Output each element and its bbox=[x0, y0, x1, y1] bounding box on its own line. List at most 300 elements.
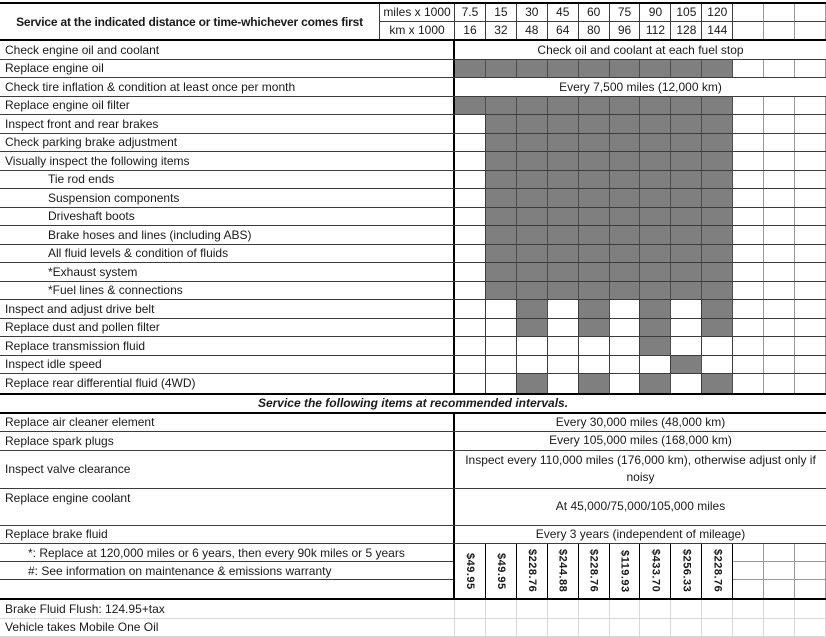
footer-grid-cell bbox=[764, 600, 795, 618]
interval-cell-empty bbox=[455, 152, 486, 170]
empty-extra-cell bbox=[795, 319, 826, 337]
footer-grid-cell bbox=[610, 619, 641, 637]
service-label: Check tire inflation & condition at least once per month bbox=[0, 78, 455, 96]
interval-cell-filled bbox=[517, 319, 548, 337]
interval-cell-empty bbox=[455, 226, 486, 244]
interval-cell-empty bbox=[640, 356, 671, 374]
interval-cell-filled bbox=[517, 60, 548, 78]
empty-header-cell bbox=[733, 22, 764, 40]
empty-extra-cell bbox=[733, 356, 764, 374]
empty-extra-cell bbox=[764, 263, 795, 281]
service-label: Check engine oil and coolant bbox=[0, 41, 455, 59]
km-value: 48 bbox=[517, 22, 548, 40]
empty-extra-cell bbox=[764, 300, 795, 318]
interval-cell-filled bbox=[640, 282, 671, 300]
interval-cell-filled bbox=[579, 189, 610, 207]
interval-cell-filled bbox=[671, 189, 702, 207]
interval-cells bbox=[455, 337, 826, 355]
interval-cell-filled bbox=[640, 226, 671, 244]
interval-cell-filled bbox=[610, 189, 641, 207]
empty-header-cell bbox=[764, 22, 795, 40]
interval-cell-filled bbox=[671, 97, 702, 115]
service-label: *Fuel lines & connections bbox=[0, 282, 455, 300]
empty-extra-cell bbox=[795, 245, 826, 263]
interval-cell-filled bbox=[517, 245, 548, 263]
interval-cell-filled bbox=[610, 97, 641, 115]
empty-cell bbox=[733, 544, 764, 562]
interval-cell-filled bbox=[610, 134, 641, 152]
interval-cell-filled bbox=[548, 152, 579, 170]
service-row bbox=[0, 263, 826, 282]
service-row bbox=[0, 374, 826, 393]
empty-cell bbox=[795, 562, 826, 580]
interval-cells bbox=[455, 282, 826, 300]
footer-grid-cell bbox=[640, 619, 671, 637]
km-value: 112 bbox=[640, 22, 671, 40]
empty-extra-cell bbox=[795, 60, 826, 78]
interval-cell-filled bbox=[640, 115, 671, 133]
interval-cell-empty bbox=[455, 356, 486, 374]
interval-cells bbox=[455, 356, 826, 374]
interval-cell-filled bbox=[548, 263, 579, 281]
interval-cell-filled bbox=[640, 189, 671, 207]
interval-cell-filled bbox=[702, 226, 733, 244]
interval-cells bbox=[455, 97, 826, 115]
mileage-value: 15 bbox=[486, 4, 517, 22]
interval-cell-filled bbox=[579, 134, 610, 152]
empty-cell bbox=[733, 562, 764, 580]
interval-cell-empty bbox=[548, 300, 579, 318]
mileage-value: 7.5 bbox=[455, 4, 486, 22]
interval-cell-filled bbox=[671, 263, 702, 281]
interval-row bbox=[0, 526, 826, 545]
empty-extra-cell bbox=[733, 134, 764, 152]
interval-cell-filled bbox=[640, 60, 671, 78]
interval-cell-filled bbox=[486, 189, 517, 207]
interval-cell-filled bbox=[610, 263, 641, 281]
interval-cell-filled bbox=[548, 134, 579, 152]
interval-cell-filled bbox=[671, 208, 702, 226]
interval-cell-empty bbox=[455, 245, 486, 263]
interval-cell-filled bbox=[640, 374, 671, 393]
interval-cell-empty bbox=[486, 374, 517, 393]
interval-cell-filled bbox=[486, 152, 517, 170]
interval-cell-filled bbox=[579, 245, 610, 263]
interval-cell-empty bbox=[702, 337, 733, 355]
price-cell bbox=[548, 544, 579, 598]
interval-cell-filled bbox=[486, 245, 517, 263]
empty-extra-cell bbox=[795, 97, 826, 115]
price-value: $433.70 bbox=[649, 549, 662, 593]
empty-extra-cell bbox=[733, 152, 764, 170]
empty-extra-cell bbox=[795, 189, 826, 207]
service-label: Brake hoses and lines (including ABS) bbox=[0, 226, 455, 244]
empty-extra-cell bbox=[795, 282, 826, 300]
empty-extra-cell bbox=[733, 319, 764, 337]
interval-cell-empty bbox=[455, 282, 486, 300]
interval-cell-filled bbox=[671, 245, 702, 263]
interval-label: Inspect valve clearance bbox=[0, 451, 455, 488]
interval-cell-filled bbox=[486, 263, 517, 281]
km-value: 64 bbox=[548, 22, 579, 40]
interval-cell-filled bbox=[455, 97, 486, 115]
empty-extra-cell bbox=[795, 115, 826, 133]
empty-extra-cell bbox=[733, 337, 764, 355]
interval-cells bbox=[455, 208, 826, 226]
interval-cell-filled bbox=[548, 208, 579, 226]
table-title: Service at the indicated distance or time-whichever comes first bbox=[0, 4, 380, 39]
km-value: 32 bbox=[486, 22, 517, 40]
interval-cell-empty bbox=[455, 374, 486, 393]
service-label: Tie rod ends bbox=[0, 171, 455, 189]
interval-label: Replace engine coolant bbox=[0, 489, 455, 525]
interval-value: Inspect every 110,000 miles (176,000 km), otherwise adjust only if noisy bbox=[465, 453, 816, 484]
interval-cell-filled bbox=[579, 300, 610, 318]
interval-label: Replace brake fluid bbox=[0, 526, 455, 544]
interval-cell-filled bbox=[671, 356, 702, 374]
price-cell bbox=[517, 544, 548, 598]
empty-extra-cell bbox=[795, 226, 826, 244]
empty-extra-cell bbox=[764, 134, 795, 152]
service-row bbox=[0, 226, 826, 245]
empty-extra-cell bbox=[764, 226, 795, 244]
service-row bbox=[0, 189, 826, 208]
footnote-block bbox=[0, 544, 826, 600]
interval-cell-empty bbox=[610, 374, 641, 393]
footer-row bbox=[0, 619, 826, 637]
price-cell bbox=[671, 544, 702, 598]
service-label: Visually inspect the following items bbox=[0, 152, 455, 170]
mileage-value: 45 bbox=[548, 4, 579, 22]
footer-grid-cell bbox=[486, 619, 517, 637]
service-label: Driveshaft boots bbox=[0, 208, 455, 226]
service-row bbox=[0, 60, 826, 79]
interval-cell-filled bbox=[517, 208, 548, 226]
empty-cell bbox=[733, 580, 764, 598]
footer-grid-cell bbox=[548, 619, 579, 637]
interval-cell-filled bbox=[548, 97, 579, 115]
price-value: $228.76 bbox=[525, 549, 538, 593]
service-row bbox=[0, 97, 826, 116]
interval-cells bbox=[455, 152, 826, 170]
interval-cell-filled bbox=[486, 134, 517, 152]
interval-cells bbox=[455, 189, 826, 207]
interval-cell-filled bbox=[579, 152, 610, 170]
empty-extra-cell bbox=[733, 245, 764, 263]
interval-cell-filled bbox=[671, 226, 702, 244]
interval-cells bbox=[455, 319, 826, 337]
km-header-row bbox=[455, 22, 826, 40]
interval-cell-empty bbox=[455, 134, 486, 152]
footer-grid-cell bbox=[733, 619, 764, 637]
empty-extra-cell bbox=[795, 134, 826, 152]
interval-cell-filled bbox=[640, 300, 671, 318]
interval-cell-filled bbox=[548, 60, 579, 78]
interval-cells bbox=[455, 263, 826, 281]
footer-grid-cell bbox=[548, 600, 579, 618]
interval-cell-empty bbox=[455, 171, 486, 189]
interval-cell-empty bbox=[610, 356, 641, 374]
footnote-line: #: See information on maintenance & emissions warranty bbox=[0, 562, 453, 580]
empty-cell bbox=[764, 562, 795, 580]
empty-cell bbox=[795, 580, 826, 598]
interval-value: Every 30,000 miles (48,000 km) bbox=[555, 414, 726, 429]
interval-cell-filled bbox=[579, 97, 610, 115]
service-label: Replace dust and pollen filter bbox=[0, 319, 455, 337]
footer-cells bbox=[455, 619, 826, 637]
empty-header-cell bbox=[795, 4, 826, 22]
footer-grid-cell bbox=[455, 600, 486, 618]
service-row bbox=[0, 300, 826, 319]
interval-cell-filled bbox=[702, 319, 733, 337]
mileage-value: 75 bbox=[610, 4, 641, 22]
service-row bbox=[0, 115, 826, 134]
empty-extra-cell bbox=[733, 374, 764, 393]
empty-extra-cell bbox=[764, 208, 795, 226]
service-label: Replace rear differential fluid (4WD) bbox=[0, 374, 455, 393]
interval-cell-filled bbox=[579, 208, 610, 226]
interval-cell-empty bbox=[548, 319, 579, 337]
interval-cell-filled bbox=[486, 282, 517, 300]
empty-extra-cell bbox=[795, 300, 826, 318]
interval-cell-filled bbox=[702, 115, 733, 133]
interval-cell-filled bbox=[702, 208, 733, 226]
empty-extra-cell bbox=[795, 263, 826, 281]
price-cell bbox=[610, 544, 641, 598]
footer-grid-cell bbox=[517, 600, 548, 618]
interval-cell-filled bbox=[671, 60, 702, 78]
service-row bbox=[0, 171, 826, 190]
price-cell bbox=[702, 544, 733, 598]
interval-cell-filled bbox=[702, 97, 733, 115]
service-label: Replace engine oil filter bbox=[0, 97, 455, 115]
interval-cell-filled bbox=[548, 115, 579, 133]
section-header: Service the following items at recommended intervals. bbox=[0, 393, 826, 414]
interval-cell-filled bbox=[702, 171, 733, 189]
interval-cell-filled bbox=[671, 134, 702, 152]
interval-cell-filled bbox=[640, 208, 671, 226]
interval-cell-empty bbox=[455, 300, 486, 318]
footer-grid-cell bbox=[579, 619, 610, 637]
km-value: 128 bbox=[671, 22, 702, 40]
interval-cell-filled bbox=[702, 263, 733, 281]
empty-extra-cell bbox=[733, 97, 764, 115]
interval-cell-filled bbox=[579, 319, 610, 337]
interval-cell-filled bbox=[610, 245, 641, 263]
footer-grid-cell bbox=[610, 600, 641, 618]
price-cell bbox=[455, 544, 486, 598]
empty-extra-cell bbox=[764, 282, 795, 300]
footer-grid-cell bbox=[702, 600, 733, 618]
km-value: 144 bbox=[702, 22, 733, 40]
interval-cells bbox=[455, 115, 826, 133]
footer-grid-cell bbox=[671, 600, 702, 618]
empty-extra-cell bbox=[764, 97, 795, 115]
schedule-rows bbox=[0, 41, 826, 393]
service-label: Suspension components bbox=[0, 189, 455, 207]
service-row bbox=[0, 41, 826, 60]
interval-cell-filled bbox=[702, 152, 733, 170]
interval-cell-filled bbox=[671, 171, 702, 189]
interval-cell-filled bbox=[702, 60, 733, 78]
interval-cell-filled bbox=[702, 189, 733, 207]
interval-row bbox=[0, 414, 826, 433]
interval-cell-empty bbox=[671, 300, 702, 318]
interval-cell-filled bbox=[579, 60, 610, 78]
interval-cell-empty bbox=[579, 356, 610, 374]
empty-price-column bbox=[733, 544, 764, 598]
empty-cell bbox=[764, 544, 795, 562]
mileage-header-row bbox=[455, 4, 826, 22]
interval-cell-filled bbox=[579, 282, 610, 300]
empty-extra-cell bbox=[764, 319, 795, 337]
interval-cell-filled bbox=[640, 337, 671, 355]
interval-cell-filled bbox=[671, 115, 702, 133]
service-label: Inspect idle speed bbox=[0, 356, 455, 374]
empty-extra-cell bbox=[795, 337, 826, 355]
interval-cells bbox=[455, 300, 826, 318]
interval-cell-filled bbox=[671, 152, 702, 170]
price-value: $49.95 bbox=[463, 552, 476, 590]
interval-cell-empty bbox=[486, 337, 517, 355]
interval-cell-filled bbox=[517, 300, 548, 318]
interval-cells bbox=[455, 226, 826, 244]
interval-cell-empty bbox=[610, 319, 641, 337]
service-row bbox=[0, 337, 826, 356]
km-value: 80 bbox=[579, 22, 610, 40]
empty-extra-cell bbox=[733, 300, 764, 318]
empty-header-cell bbox=[733, 4, 764, 22]
interval-cell-filled bbox=[702, 245, 733, 263]
interval-cell-empty bbox=[671, 337, 702, 355]
interval-cells bbox=[455, 134, 826, 152]
interval-label: Replace spark plugs bbox=[0, 432, 455, 450]
interval-cell-filled bbox=[610, 226, 641, 244]
service-note: Every 7,500 miles (12,000 km) bbox=[559, 79, 722, 94]
interval-row bbox=[0, 451, 826, 489]
interval-cell-filled bbox=[702, 374, 733, 393]
footer-grid-cell bbox=[733, 600, 764, 618]
service-row bbox=[0, 282, 826, 301]
interval-cell-empty bbox=[548, 337, 579, 355]
price-cell bbox=[486, 544, 517, 598]
interval-value: At 45,000/75,000/105,000 miles bbox=[555, 499, 726, 513]
interval-cell-empty bbox=[579, 337, 610, 355]
service-label: All fluid levels & condition of fluids bbox=[0, 245, 455, 263]
interval-cell-empty bbox=[610, 337, 641, 355]
footnote-line: *: Replace at 120,000 miles or 6 years, then every 90k miles or 5 years bbox=[0, 544, 453, 562]
service-row bbox=[0, 152, 826, 171]
empty-extra-cell bbox=[764, 60, 795, 78]
empty-price-column bbox=[795, 544, 826, 598]
service-row bbox=[0, 245, 826, 264]
empty-cell bbox=[795, 544, 826, 562]
footer-cells bbox=[455, 600, 826, 618]
footer-grid-cell bbox=[517, 619, 548, 637]
interval-value: Every 105,000 miles (168,000 km) bbox=[549, 433, 732, 448]
interval-cell-empty bbox=[702, 356, 733, 374]
interval-cell-empty bbox=[517, 337, 548, 355]
empty-extra-cell bbox=[764, 356, 795, 374]
price-cell bbox=[579, 544, 610, 598]
interval-cell-empty bbox=[455, 263, 486, 281]
price-value: $256.33 bbox=[680, 549, 693, 593]
interval-cell-empty bbox=[455, 115, 486, 133]
interval-cell-filled bbox=[579, 115, 610, 133]
interval-cell-filled bbox=[548, 245, 579, 263]
interval-cell-filled bbox=[486, 60, 517, 78]
service-label: Inspect and adjust drive belt bbox=[0, 300, 455, 318]
interval-cell-filled bbox=[517, 134, 548, 152]
price-cell bbox=[640, 544, 671, 598]
interval-cell-filled bbox=[517, 263, 548, 281]
footer-grid-cell bbox=[764, 619, 795, 637]
empty-cell bbox=[764, 580, 795, 598]
interval-cell-filled bbox=[610, 171, 641, 189]
interval-cell-filled bbox=[640, 97, 671, 115]
footer-row bbox=[0, 600, 826, 619]
service-note: Check oil and coolant at each fuel stop bbox=[537, 42, 744, 57]
price-value: $228.76 bbox=[587, 549, 600, 593]
interval-cell-filled bbox=[640, 152, 671, 170]
interval-cell-empty bbox=[548, 374, 579, 393]
empty-extra-cell bbox=[733, 282, 764, 300]
km-value: 16 bbox=[455, 22, 486, 40]
interval-value: Every 3 years (independent of mileage) bbox=[535, 526, 746, 541]
interval-cell-empty bbox=[548, 356, 579, 374]
service-row bbox=[0, 78, 826, 97]
empty-extra-cell bbox=[733, 60, 764, 78]
interval-cell-filled bbox=[702, 300, 733, 318]
empty-extra-cell bbox=[764, 115, 795, 133]
interval-cell-filled bbox=[610, 152, 641, 170]
price-value: $119.93 bbox=[618, 549, 631, 593]
interval-cell-filled bbox=[579, 171, 610, 189]
interval-cell-empty bbox=[455, 208, 486, 226]
empty-extra-cell bbox=[764, 189, 795, 207]
empty-extra-cell bbox=[795, 152, 826, 170]
empty-extra-cell bbox=[733, 189, 764, 207]
interval-cell-empty bbox=[455, 189, 486, 207]
km-unit-label: km x 1000 bbox=[380, 22, 455, 40]
interval-cell-filled bbox=[548, 282, 579, 300]
mileage-value: 30 bbox=[517, 4, 548, 22]
mileage-value: 105 bbox=[671, 4, 702, 22]
price-value: $244.88 bbox=[556, 549, 569, 593]
footer-grid-cell bbox=[795, 619, 826, 637]
interval-cell-filled bbox=[517, 97, 548, 115]
footer-grid-cell bbox=[455, 619, 486, 637]
interval-cell-empty bbox=[455, 337, 486, 355]
interval-cell-filled bbox=[610, 60, 641, 78]
service-label: Inspect front and rear brakes bbox=[0, 115, 455, 133]
interval-cell-filled bbox=[517, 115, 548, 133]
service-label: Replace engine oil bbox=[0, 60, 455, 78]
km-value: 96 bbox=[610, 22, 641, 40]
empty-extra-cell bbox=[764, 337, 795, 355]
interval-cell-filled bbox=[640, 171, 671, 189]
footer-notes bbox=[0, 600, 826, 637]
empty-extra-cell bbox=[764, 374, 795, 393]
miles-unit-label: miles x 1000 bbox=[380, 4, 455, 22]
interval-cells bbox=[455, 60, 826, 78]
mileage-value: 90 bbox=[640, 4, 671, 22]
empty-extra-cell bbox=[795, 171, 826, 189]
footer-grid-cell bbox=[795, 600, 826, 618]
interval-cell-empty bbox=[486, 300, 517, 318]
interval-cell-filled bbox=[548, 189, 579, 207]
footnote-empty-line bbox=[0, 580, 453, 598]
